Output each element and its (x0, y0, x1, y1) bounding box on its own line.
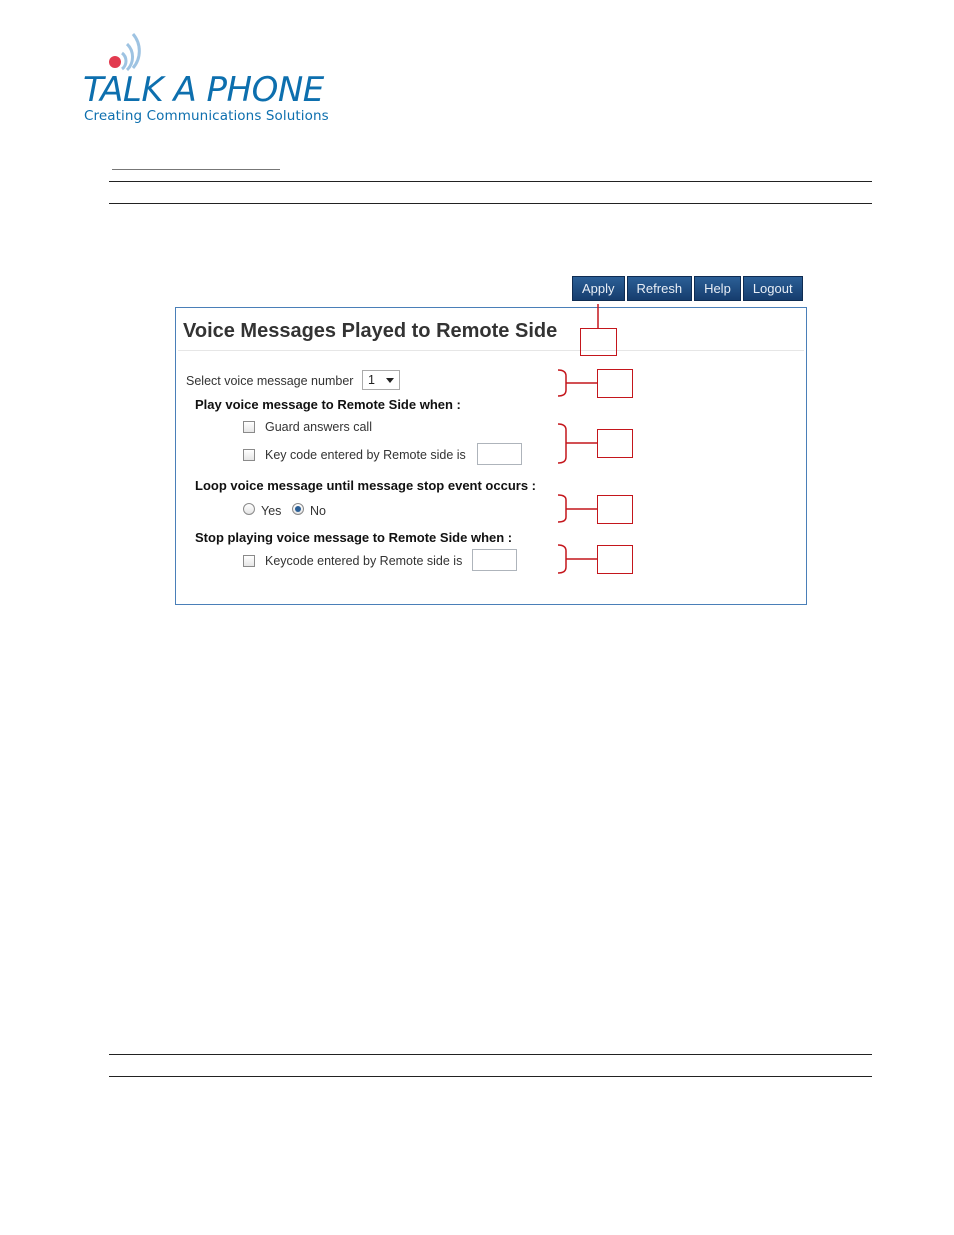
loop-no-radio[interactable] (292, 503, 304, 515)
logo-tagline: Creating Communications Solutions (84, 108, 329, 124)
header-rule-top (109, 181, 872, 182)
header-short-rule (112, 169, 280, 170)
voice-message-number-select[interactable] (362, 370, 400, 390)
header-rule-bottom (109, 203, 872, 204)
footer-rule-bottom (109, 1076, 872, 1077)
logout-button[interactable]: Logout (743, 276, 803, 301)
logo-name: TALK A PHONE (83, 70, 324, 110)
voice-message-number-value: 1 (368, 373, 375, 387)
stop-keycode-label: Keycode entered by Remote side is (265, 554, 463, 568)
loop-yes-label: Yes (261, 504, 282, 518)
stop-heading: Stop playing voice message to Remote Side when : (195, 530, 513, 545)
key-code-label: Key code entered by Remote side is (265, 448, 466, 462)
footer-rule-top (109, 1054, 872, 1055)
callout-box-loop (597, 495, 633, 524)
loop-yes-radio[interactable] (243, 503, 255, 515)
talkaphone-logo (80, 30, 360, 130)
stop-keycode-checkbox[interactable] (243, 555, 255, 567)
panel-title-divider (178, 350, 804, 351)
toolbar (572, 276, 803, 301)
loop-heading: Loop voice message until message stop event occurs : (195, 478, 536, 493)
key-code-checkbox[interactable] (243, 449, 255, 461)
select-voice-message-label: Select voice message number (186, 374, 354, 388)
callout-box-select (597, 369, 633, 398)
callout-box-stop (597, 545, 633, 574)
stop-keycode-input[interactable] (472, 549, 517, 571)
play-heading: Play voice message to Remote Side when : (195, 397, 461, 412)
guard-answers-checkbox[interactable] (243, 421, 255, 433)
signal-waves-icon (106, 32, 156, 72)
guard-answers-label: Guard answers call (265, 420, 372, 434)
callout-box-play (597, 429, 633, 458)
apply-button[interactable]: Apply (572, 276, 625, 301)
callout-box-apply (580, 328, 617, 356)
chevron-down-icon (386, 378, 394, 383)
help-button[interactable]: Help (694, 276, 741, 301)
loop-no-label: No (310, 504, 326, 518)
refresh-button[interactable]: Refresh (627, 276, 693, 301)
voice-messages-panel (175, 307, 807, 605)
panel-title: Voice Messages Played to Remote Side (183, 320, 558, 342)
key-code-input[interactable] (477, 443, 522, 465)
